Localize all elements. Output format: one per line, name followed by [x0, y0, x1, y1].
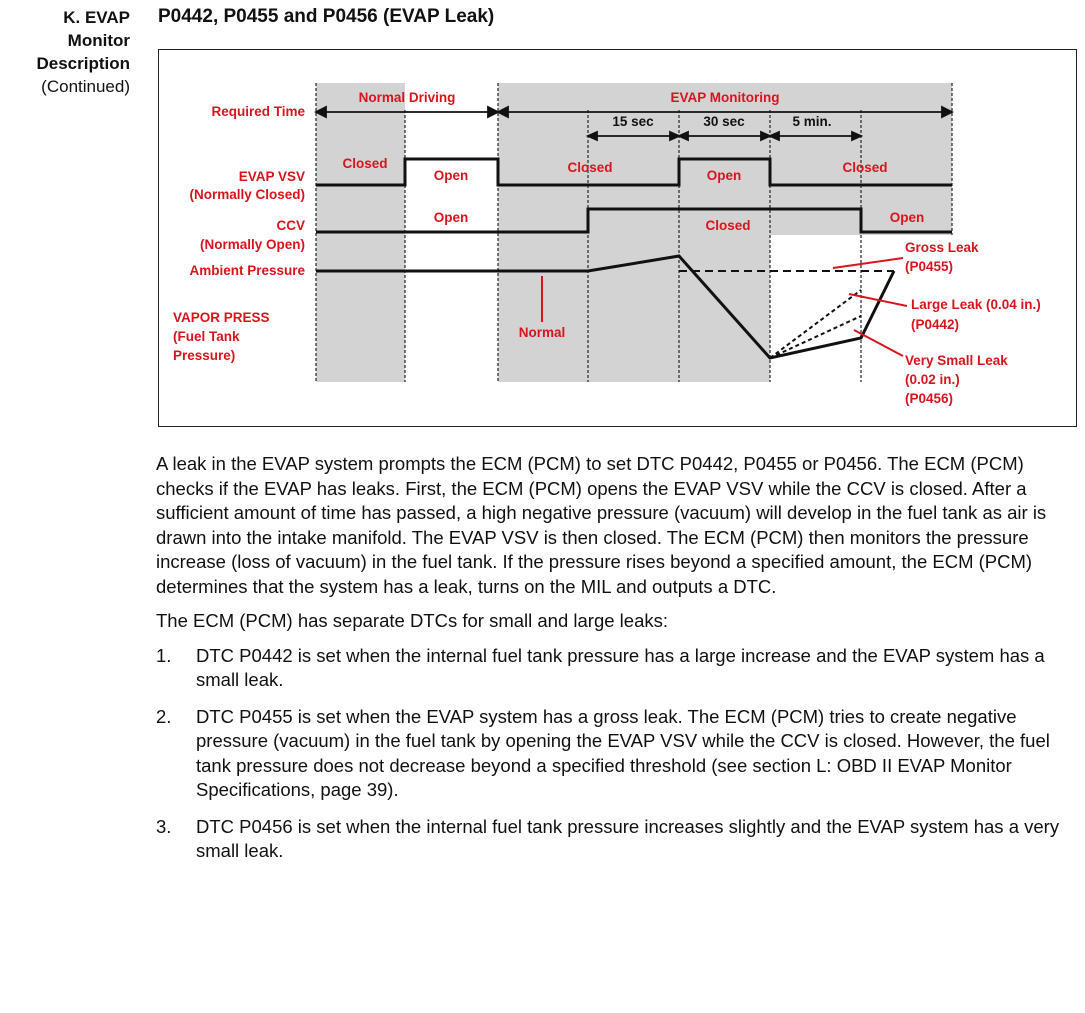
section-subtitle: (Continued) [41, 77, 130, 96]
list-item-number: 1. [156, 644, 172, 666]
timing-diagram-svg [159, 50, 1078, 428]
annotation-gross-leak: Gross Leak [905, 240, 979, 255]
vsv-state-5: Closed [842, 160, 888, 175]
section-title-line3: Description [36, 54, 130, 73]
annotation-gross-leak-code: (P0455) [905, 259, 954, 274]
label-vapor-press: VAPOR PRESS [173, 310, 270, 325]
paragraph-1: A leak in the EVAP system prompts the ECM (PCM) to set DTC P0442, P0455 or P0456. The ECM (PCM) checks if the EVAP has leaks. First, the ECM (PCM) opens the EVAP VSV while the CCV is closed. After a sufficient amount of time has passed, a high negative pressure (vacuum) will develop in the fuel tank as air is drawn into the intake manifold. The EVAP VSV is then closed. The ECM (PCM) then monitors the pressure increase (loss of vacuum) in the fuel tank. If the pressure rises beyond a specified amount, the ECM (PCM) determines that the system has a leak, turns on the MIL and outputs a DTC. [156, 453, 1047, 597]
label-ccv-sub: (Normally Open) [199, 237, 305, 252]
vsv-state-1: Closed [342, 156, 388, 171]
body-text [156, 452, 1066, 876]
small-leak-trace [770, 316, 861, 358]
list-item-text: DTC P0442 is set when the internal fuel tank pressure has a large increase and the EVAP system has a small leak. [196, 644, 1045, 690]
annotation-normal: Normal [518, 325, 566, 340]
list-item-number: 2. [156, 705, 172, 727]
list-item [156, 705, 1066, 803]
ccv-state-2: Closed [705, 218, 751, 233]
label-vapor-press-sub1: (Fuel Tank [173, 329, 240, 344]
annotation-large-leak-code: (P0442) [911, 317, 960, 332]
timing-diagram [158, 49, 1077, 427]
annotation-small-leak-code: (P0456) [905, 391, 954, 406]
phase-label-evap-monitoring: EVAP Monitoring [670, 90, 780, 105]
list-item-text: DTC P0455 is set when the EVAP system has a gross leak. The ECM (PCM) tries to create negative pressure (vacuum) in the fuel tank by opening the EVAP VSV while the CCV is closed. However, the fuel tank pressure does not decrease beyond a specified threshold (see section L: OBD II EVAP Monitor Specifications, page 39). [196, 705, 1050, 800]
label-required-time: Required Time [211, 104, 305, 119]
annotation-large-leak: Large Leak (0.04 in.) [911, 297, 1041, 312]
figure-title: P0442, P0455 and P0456 (EVAP Leak) [158, 6, 495, 27]
vsv-state-3: Closed [567, 160, 613, 175]
section-title-line2: Monitor [67, 31, 130, 50]
ccv-state-1: Open [433, 210, 469, 225]
label-ccv: CCV [276, 218, 305, 233]
annotation-small-leak-size: (0.02 in.) [905, 372, 960, 387]
section-heading [0, 6, 130, 98]
list-item [156, 644, 1066, 693]
vsv-state-2: Open [433, 168, 469, 183]
dtc-list [156, 644, 1066, 864]
list-item-number: 3. [156, 815, 172, 837]
duration-5min-label: 5 min. [792, 114, 832, 129]
list-item [156, 815, 1066, 864]
section-letter-title: K. EVAP [63, 8, 130, 27]
duration-30-label: 30 sec [703, 114, 745, 129]
phase-label-normal-driving: Normal Driving [358, 90, 456, 105]
gross-callout [833, 258, 903, 268]
ccv-state-3: Open [889, 210, 925, 225]
duration-15-label: 15 sec [612, 114, 654, 129]
label-ambient-pressure: Ambient Pressure [189, 263, 305, 278]
label-vapor-press-sub2: Pressure) [173, 348, 236, 363]
label-evap-vsv-sub: (Normally Closed) [189, 187, 305, 202]
label-evap-vsv: EVAP VSV [238, 169, 305, 184]
annotation-small-leak: Very Small Leak [905, 353, 1008, 368]
list-item-text: DTC P0456 is set when the internal fuel tank pressure increases slightly and the EVAP system has a very small leak. [196, 815, 1060, 861]
paragraph-2: The ECM (PCM) has separate DTCs for small and large leaks: [156, 610, 669, 631]
vsv-state-4: Open [706, 168, 742, 183]
